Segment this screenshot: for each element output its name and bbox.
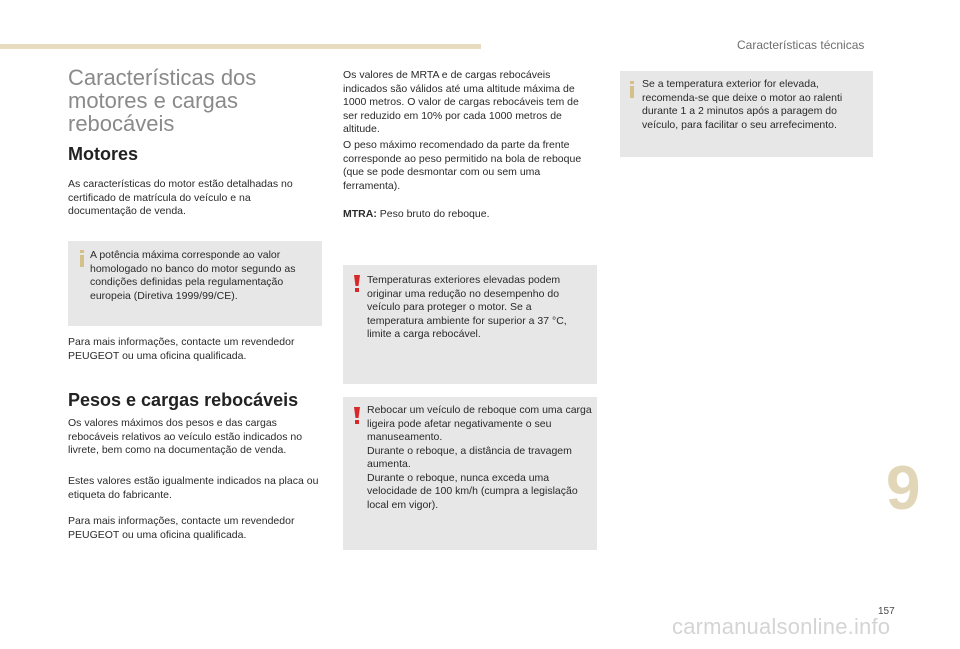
info-box-text: A potência máxima corresponde ao valor homologado no banco do motor segundo as condições definidas pela regulamentação europeia (Diretiva 1999/99/CE).: [90, 249, 296, 302]
motores-heading: Motores: [68, 144, 139, 164]
info-box-engine-idle: [620, 71, 873, 157]
motores-text: As características do motor estão detalhadas no certificado de matrícula do veículo e na documentação de venda.: [68, 178, 293, 217]
contact-text-2: Para mais informações, contacte um revendedor PEUGEOT ou uma oficina qualificada.: [68, 515, 295, 541]
page-number: 157: [878, 606, 895, 617]
towing-line-3: Durante o reboque, nunca exceda uma velocidade de 100 km/h (cumpra a legislação local em vigor).: [367, 471, 578, 511]
info-box-idle-text: Se a temperatura exterior for elevada, recomenda-se que deixe o motor ao ralenti durante 1 a 2 minutos após a paragem do veículo, para facilitar o seu arrefecimento.: [642, 78, 843, 131]
placa-text: Estes valores estão igualmente indicados na placa ou etiqueta do fabricante.: [68, 475, 319, 501]
mtra-definition: [343, 208, 597, 222]
warning-icon: [352, 275, 362, 292]
contact-text-1: Para mais informações, contacte um revendedor PEUGEOT ou uma oficina qualificada.: [68, 336, 295, 362]
towing-line-1: Rebocar um veículo de reboque com uma carga ligeira pode afetar negativamente o seu manuseamento.: [367, 404, 592, 443]
watermark: carmanualsonline.info: [672, 614, 891, 639]
mtra-label: MTRA:: [343, 208, 377, 220]
peso-frente-text: O peso máximo recomendado da parte da frente corresponde ao peso permitido na bola de reboque (que se pode desmontar com ou sem uma ferramenta).: [343, 139, 582, 192]
warning-icon: [352, 407, 362, 424]
warning-box-towing: [343, 397, 597, 550]
info-icon: [625, 81, 639, 98]
warning-text-temperature: Temperaturas exteriores elevadas podem originar uma redução no desempenho do veículo para proteger o motor. Se a temperatura ambiente for superior a 37 °C, limite a carga rebocável.: [367, 274, 567, 340]
header-accent-bar: [0, 44, 481, 49]
pesos-text: Os valores máximos dos pesos e das cargas rebocáveis relativos ao veículo estão indicados no livrete, bem como na documentação de venda.: [68, 417, 303, 456]
mtra-def: Peso bruto do reboque.: [376, 208, 490, 220]
pesos-heading: Pesos e cargas rebocáveis: [68, 390, 299, 410]
section-header: Características técnicas: [737, 38, 865, 52]
towing-line-2: Durante o reboque, a distância de travagem aumenta.: [367, 444, 572, 470]
info-box-power: [68, 241, 322, 326]
page-title: Características dos motores e cargas rebocáveis: [68, 65, 257, 136]
warning-text-towing: [367, 404, 593, 512]
mrta-text: Os valores de MRTA e de cargas rebocáveis indicados são válidos até uma altitude máxima de 1000 metros. O valor de cargas rebocáveis tem de ser reduzido em 10% por cada 1000 metros de altitude.: [343, 69, 579, 135]
info-icon: [75, 250, 89, 267]
warning-box-temperature: [343, 265, 597, 384]
chapter-number: 9: [886, 454, 921, 523]
